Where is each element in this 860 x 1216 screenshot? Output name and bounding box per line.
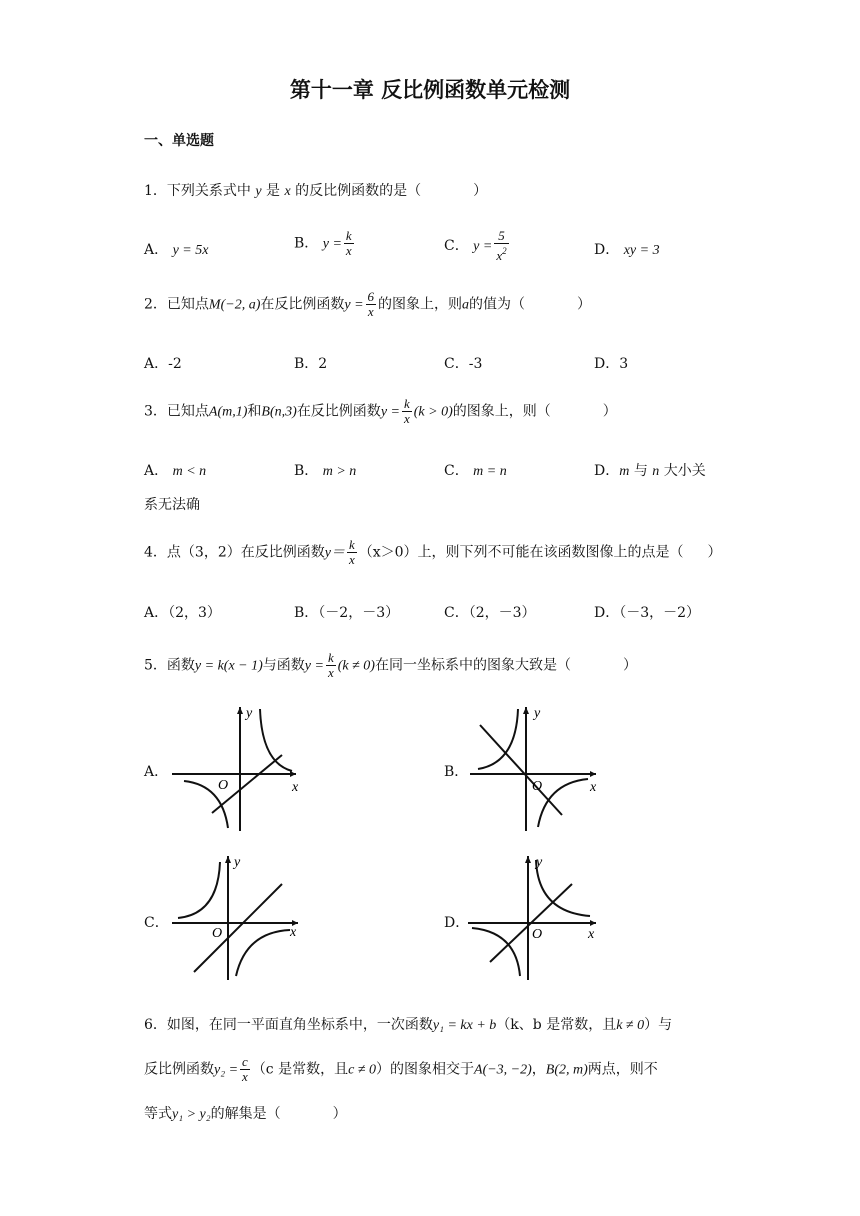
question-3-stem: 3．已知点A(m,1)和B(n,3)在反比例函数y = $\frac{k}{x}$ (k > 0)的图象上，则（ ） xyxy=(144,396,617,426)
axis-x-label: x xyxy=(290,925,297,940)
q3-option-d-wrap: 系无法确 xyxy=(144,497,200,513)
hyperbola-branch-1 xyxy=(536,860,590,916)
hyperbola-branch-2 xyxy=(236,930,290,976)
q5-graph-c[interactable] xyxy=(172,852,304,982)
q5-graph-a[interactable] xyxy=(172,703,302,833)
q4-option-a[interactable]: A．（2，3） xyxy=(144,605,221,621)
hyperbola-branch-1 xyxy=(178,862,220,918)
question-5-stem: 5．函数y = k(x − 1)与函数y = $\frac{k}{x}$ (k ≠ 0)在同一坐标系中的图象大致是（ ） xyxy=(144,650,637,680)
q2-option-b[interactable]: B．2 xyxy=(294,356,328,372)
q5-option-d[interactable]: D． xyxy=(444,915,470,931)
q3-option-b[interactable]: B． m > n xyxy=(294,463,357,479)
q1-option-b[interactable]: B． y = $\frac{k}{x}$ xyxy=(294,228,352,258)
hyperbola-branch-2 xyxy=(472,928,520,976)
q1-option-a[interactable]: A． y = 5x xyxy=(144,242,209,258)
page-title: 第十一章 反比例函数单元检测 xyxy=(289,78,571,102)
question-1-stem: 1．下列关系式中 y 是 x 的反比例函数的是（ ） xyxy=(144,183,488,199)
axis-x-label: x xyxy=(292,780,299,795)
q1-option-d[interactable]: D． xy = 3 xyxy=(594,242,660,258)
axis-y-label: y xyxy=(536,855,543,870)
q4-option-d[interactable]: D．（－3，－2） xyxy=(594,605,701,621)
q5-option-c[interactable]: C． xyxy=(144,915,169,931)
q5-option-b[interactable]: B． xyxy=(444,764,469,780)
question-4-stem: 4．点（3，2）在反比例函数y＝ $\frac{k}{x}$ （x＞0）上，则下列不可能在该函数图像上的点是（ ） xyxy=(144,537,722,567)
q1-option-c[interactable]: C． y = $\frac{5}{x^2}$ xyxy=(444,228,507,263)
origin-label: O xyxy=(532,779,543,794)
question-6-line-3: 等式y₁ > y₂的解集是（ ） xyxy=(144,1106,347,1122)
q5-option-a[interactable]: A． xyxy=(144,764,169,780)
q3-option-c[interactable]: C． m = n xyxy=(444,463,507,479)
question-2-stem: 2．已知点M(−2, a)在反比例函数y = $\frac{6}{x}$ 的图象上，则a的值为（ ） xyxy=(144,289,592,319)
q5-graph-b[interactable] xyxy=(470,703,602,833)
hyperbola-branch-1 xyxy=(260,709,292,771)
q4-option-c[interactable]: C．（2，－3） xyxy=(444,605,536,621)
q2-option-c[interactable]: C．-3 xyxy=(444,356,483,372)
origin-label: O xyxy=(218,778,229,793)
q5-graph-d[interactable] xyxy=(468,852,602,982)
axis-x-label: x xyxy=(588,927,595,942)
hyperbola-branch-2 xyxy=(538,779,588,827)
axis-y-label: y xyxy=(234,855,241,870)
axis-x-label: x xyxy=(590,780,597,795)
origin-label: O xyxy=(212,926,223,941)
axis-y-label: y xyxy=(534,706,541,721)
q4-option-b[interactable]: B．（－2，－3） xyxy=(294,605,400,621)
origin-label: O xyxy=(532,927,543,942)
question-6-line-2: 反比例函数y₂ = $\frac{c}{x}$ （c 是常数，且c ≠ 0）的图象相交于A(−3, −2)，B(2, m)两点，则不 xyxy=(144,1054,658,1084)
line-graph xyxy=(194,884,282,972)
q2-option-d[interactable]: D．3 xyxy=(594,356,629,372)
section-heading: 一、单选题 xyxy=(144,133,214,149)
q3-option-d[interactable]: D．m 与 n 大小关 xyxy=(594,463,706,479)
question-6-line-1: 6．如图，在同一平面直角坐标系中，一次函数y₁ = kx + b（k、b 是常数，且k ≠ 0）与 xyxy=(144,1017,673,1033)
axis-y-label: y xyxy=(246,706,253,721)
q2-option-a[interactable]: A．-2 xyxy=(144,356,182,372)
line-graph xyxy=(480,725,562,815)
q3-option-a[interactable]: A． m < n xyxy=(144,463,207,479)
